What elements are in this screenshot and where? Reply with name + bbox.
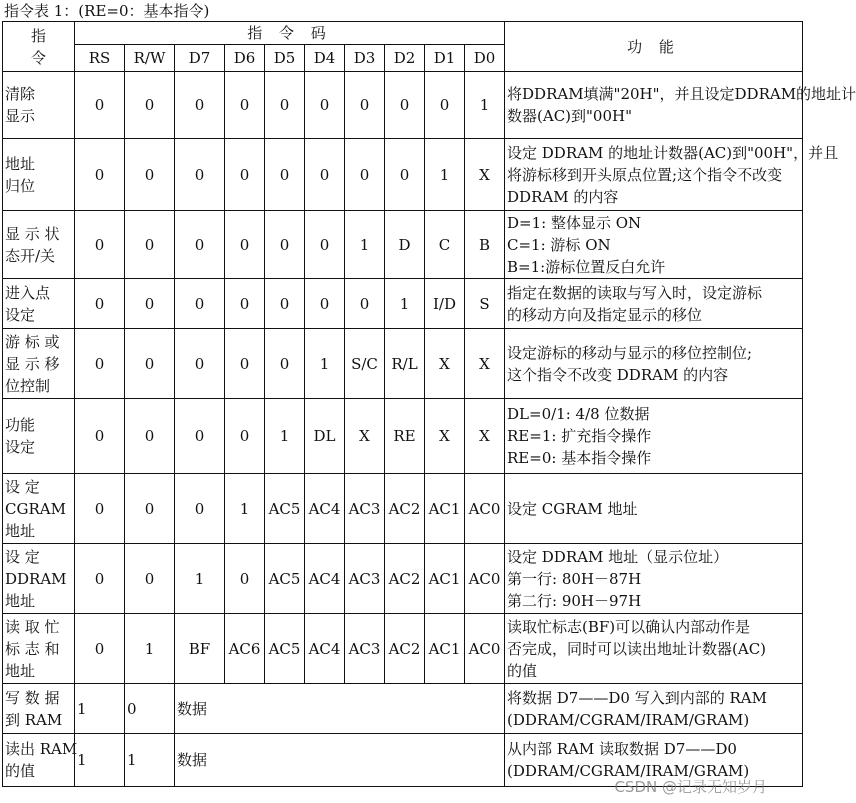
bit-cell: 1 [225, 474, 265, 544]
bit-cell: 0 [75, 329, 125, 399]
bit-cell: 0 [125, 329, 175, 399]
instruction-name-line: 归位 [5, 176, 36, 195]
bit-cell: 1 [265, 399, 305, 474]
instruction-name-line: 地址 [5, 521, 36, 540]
instruction-name [3, 474, 75, 544]
bit-cell: AC5 [265, 544, 305, 614]
bit-cell: X [465, 329, 505, 399]
instruction-name-line: 进入点 [5, 283, 51, 302]
bit-header: D1 [425, 45, 465, 72]
function-cell [505, 329, 803, 399]
table-row [3, 329, 803, 399]
instruction-name-line: 设定 [5, 305, 36, 324]
bit-cell: AC2 [385, 544, 425, 614]
bit-cell: 0 [225, 211, 265, 279]
bit-cell: C [425, 211, 465, 279]
instruction-header-line: 令 [30, 48, 46, 67]
bit-cell: AC0 [465, 614, 505, 684]
instruction-name-line: 的值 [5, 762, 36, 780]
table-row [3, 211, 803, 279]
bit-cell: 0 [125, 279, 175, 329]
table-row [3, 614, 803, 684]
bit-header: RS [75, 45, 125, 72]
bit-cell: 0 [225, 279, 265, 329]
data-cell: 数据 [175, 734, 505, 787]
instruction-name-line: 设定 [5, 438, 36, 456]
bit-cell: AC1 [425, 474, 465, 544]
bit-cell: 0 [125, 544, 175, 614]
instruction-name [3, 614, 75, 684]
function-line: 将游标移到开头原点位置;这个指令不改变 [507, 165, 783, 184]
bit-cell: AC1 [425, 614, 465, 684]
function-cell [505, 544, 803, 614]
bit-cell: 0 [225, 544, 265, 614]
bit-cell: 0 [175, 72, 225, 139]
bit-cell: AC4 [305, 474, 345, 544]
bit-cell: 0 [75, 614, 125, 684]
bit-cell: AC5 [265, 614, 305, 684]
instruction-name-line: 标 志 和 [5, 639, 60, 658]
bit-cell: 0 [175, 211, 225, 279]
bit-cell: 1 [385, 279, 425, 329]
bit-cell: 0 [125, 474, 175, 544]
bit-header: D5 [265, 45, 305, 72]
bit-cell: 1 [125, 614, 175, 684]
function-cell [505, 474, 803, 544]
function-line: 数器(AC)到"00H" [507, 107, 632, 125]
table-caption: 指令表 1：(RE=0：基本指令) [4, 2, 210, 20]
function-line: 将DDRAM填满"20H"，并且设定DDRAM的地址计 [507, 85, 856, 103]
instruction-name-line: 游 标 或 [5, 332, 60, 351]
instruction-name-line: 地址 [5, 661, 36, 680]
bit-header: R/W [125, 45, 175, 72]
function-line: 将数据 D7——D0 写入到内部的 RAM [507, 688, 767, 707]
instruction-name-line: 位控制 [5, 376, 51, 395]
bit-cell: 1 [305, 329, 345, 399]
instruction-header [3, 22, 75, 72]
bit-header: D4 [305, 45, 345, 72]
instruction-name [3, 72, 75, 139]
bit-cell: 0 [75, 544, 125, 614]
bit-cell: 0 [75, 211, 125, 279]
rs-cell: 1 [75, 734, 125, 787]
bit-cell: 0 [345, 279, 385, 329]
function-line: 设定 DDRAM 地址（显示位址） [507, 547, 729, 566]
bit-cell: 0 [305, 211, 345, 279]
instruction-name-line: 设 定 [5, 547, 40, 566]
instruction-name [3, 734, 78, 787]
bit-cell: 0 [125, 211, 175, 279]
bit-cell: 0 [385, 72, 425, 139]
bit-cell: DL [305, 399, 345, 474]
function-cell [505, 211, 803, 279]
instruction-name-line: 显 示 移 [5, 354, 60, 373]
instruction-header-line: 指 [30, 26, 46, 45]
bit-cell: 1 [345, 211, 385, 279]
bit-cell: D [385, 211, 425, 279]
instruction-name-line: 地址 [5, 591, 36, 610]
bit-cell: X [465, 399, 505, 474]
data-cell: 数据 [175, 684, 505, 734]
bit-cell: X [465, 139, 505, 211]
instruction-name [3, 279, 75, 329]
function-line: 第一行: 80H－87H [507, 569, 642, 588]
bit-cell: 0 [305, 139, 345, 211]
bit-cell: AC2 [385, 614, 425, 684]
bit-cell: 0 [425, 72, 465, 139]
function-line: (DDRAM/CGRAM/IRAM/GRAM) [507, 710, 750, 729]
instruction-name [3, 399, 75, 474]
bit-cell: AC4 [305, 614, 345, 684]
function-line: B=1:游标位置反白允许 [507, 257, 666, 276]
bit-cell: AC3 [345, 544, 385, 614]
instruction-name-line: 写 数 据 [5, 688, 60, 707]
function-line: 设定 DDRAM 的地址计数器(AC)到"00H"，并且 [507, 143, 839, 162]
bit-cell: BF [175, 614, 225, 684]
bit-cell: 0 [265, 72, 305, 139]
instruction-name-line: 态开/关 [5, 246, 56, 265]
function-line: 设定游标的移动与显示的移位控制位; [507, 343, 753, 362]
function-line: 设定 CGRAM 地址 [507, 499, 638, 518]
bit-cell: 0 [125, 399, 175, 474]
instruction-name-line: 读出 RAM [5, 740, 78, 758]
bit-cell: 0 [345, 72, 385, 139]
bit-header: D2 [385, 45, 425, 72]
function-cell [505, 684, 803, 734]
rw-cell: 1 [125, 734, 175, 787]
bit-cell: 0 [125, 139, 175, 211]
bit-cell: AC0 [465, 474, 505, 544]
bit-cell: 1 [425, 139, 465, 211]
bit-cell: 0 [75, 474, 125, 544]
bit-cell: 1 [175, 544, 225, 614]
function-line: 从内部 RAM 读取数据 D7——D0 [507, 740, 737, 758]
instruction-name-line: 功能 [5, 416, 36, 434]
bit-cell: 0 [265, 329, 305, 399]
bit-header: D7 [175, 45, 225, 72]
bit-cell: 0 [175, 399, 225, 474]
table-row [3, 139, 803, 211]
bit-cell: 0 [175, 139, 225, 211]
function-line: 第二行: 90H－97H [507, 591, 642, 610]
bit-cell: AC3 [345, 614, 385, 684]
bit-cell: R/L [385, 329, 425, 399]
bit-cell: 0 [265, 139, 305, 211]
bit-cell: AC0 [465, 544, 505, 614]
watermark: CSDN @记录无知岁月 [614, 778, 767, 796]
bit-cell: I/D [425, 279, 465, 329]
instruction-table [2, 21, 856, 787]
bit-cell: B [465, 211, 505, 279]
bit-cell: 0 [265, 279, 305, 329]
function-line: 的值 [507, 661, 538, 680]
bit-cell: 0 [345, 139, 385, 211]
instruction-name [3, 544, 75, 614]
bit-cell: X [345, 399, 385, 474]
table-row [3, 72, 803, 139]
bit-cell: 0 [225, 399, 265, 474]
function-line: 这个指令不改变 DDRAM 的内容 [507, 365, 729, 384]
function-line: RE=1: 扩充指令操作 [507, 427, 652, 445]
function-line: DDRAM 的内容 [507, 187, 619, 206]
bit-cell: 0 [305, 72, 345, 139]
bit-cell: AC4 [305, 544, 345, 614]
bit-cell: 0 [75, 279, 125, 329]
instruction-name-line: 显 示 状 [5, 224, 60, 243]
bit-cell: 0 [125, 72, 175, 139]
bit-cell: AC2 [385, 474, 425, 544]
bit-cell: RE [385, 399, 425, 474]
function-cell [505, 139, 839, 211]
instruction-name-line: 到 RAM [5, 710, 63, 729]
bit-cell: 0 [175, 279, 225, 329]
table-row [3, 544, 803, 614]
bit-cell: 0 [225, 72, 265, 139]
rs-cell: 1 [75, 684, 125, 734]
bit-cell: 0 [175, 329, 225, 399]
bit-cell: 0 [225, 139, 265, 211]
function-cell [505, 279, 803, 329]
function-line: RE=0: 基本指令操作 [507, 449, 652, 467]
instruction-name-line: 设 定 [5, 477, 40, 496]
bit-cell: 0 [265, 211, 305, 279]
bit-cell: AC3 [345, 474, 385, 544]
function-cell [505, 72, 856, 139]
bit-cell: AC5 [265, 474, 305, 544]
function-cell [505, 399, 803, 474]
bit-cell: 0 [225, 329, 265, 399]
table-row [3, 474, 803, 544]
bit-cell: S/C [345, 329, 385, 399]
bit-cell: AC1 [425, 544, 465, 614]
instruction-name-line: 显示 [5, 107, 36, 125]
instruction-name-line: 读 取 忙 [5, 617, 60, 636]
rw-cell: 0 [125, 684, 175, 734]
instruction-name-line: CGRAM [5, 499, 66, 518]
bit-cell: S [465, 279, 505, 329]
function-line: D=1: 整体显示 ON [507, 213, 642, 232]
function-line: 的移动方向及指定显示的移位 [507, 305, 703, 324]
function-line: 否完成，同时可以读出地址计数器(AC) [507, 639, 767, 658]
instruction-name [3, 684, 75, 734]
table-row [3, 279, 803, 329]
instruction-name [3, 329, 75, 399]
function-header: 功 能 [505, 22, 803, 72]
function-line: C=1: 游标 ON [507, 235, 611, 254]
bit-cell: X [425, 329, 465, 399]
bit-cell: 1 [465, 72, 505, 139]
instruction-name-line: 清除 [5, 85, 36, 103]
bit-header: D0 [465, 45, 505, 72]
instruction-name-line: DDRAM [5, 569, 67, 588]
bit-header: D3 [345, 45, 385, 72]
bit-cell: 0 [305, 279, 345, 329]
function-line: (DDRAM/CGRAM/IRAM/GRAM) [507, 762, 750, 780]
function-cell [505, 614, 803, 684]
bit-cell: AC6 [225, 614, 265, 684]
table-row [3, 684, 803, 734]
bit-cell: 0 [75, 399, 125, 474]
function-line: 指定在数据的读取与写入时，设定游标 [507, 283, 763, 302]
instruction-name [3, 211, 75, 279]
bit-cell: X [425, 399, 465, 474]
instruction-name-line: 地址 [5, 154, 36, 173]
instruction-name [3, 139, 75, 211]
function-line: 读取忙标志(BF)可以确认内部动作是 [507, 617, 751, 636]
bit-cell: 0 [75, 72, 125, 139]
table-row [3, 399, 803, 474]
bit-cell: 0 [175, 474, 225, 544]
function-line: DL=0/1: 4/8 位数据 [507, 405, 650, 423]
bit-header: D6 [225, 45, 265, 72]
bit-cell: 0 [75, 139, 125, 211]
bit-cell: 0 [385, 139, 425, 211]
code-header: 指 令 码 [75, 22, 505, 45]
